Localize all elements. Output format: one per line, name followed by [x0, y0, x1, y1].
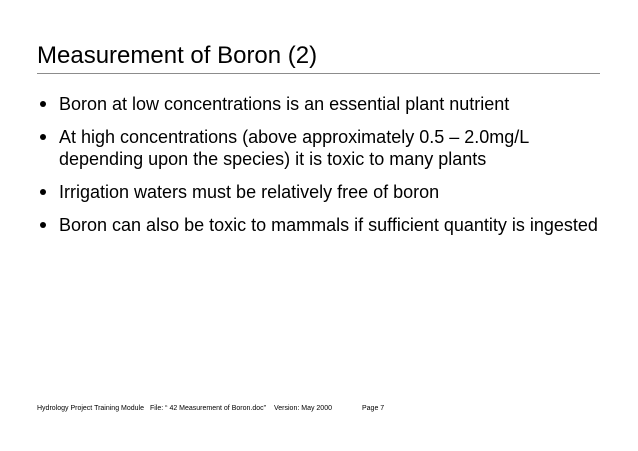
slide-title: Measurement of Boron (2): [37, 42, 318, 69]
bullet-text: Irrigation waters must be relatively free of boron: [59, 182, 440, 202]
bullet-item: [40, 214, 600, 236]
bullet-item: [40, 126, 600, 170]
footer-module-name: Hydrology Project Training Module: [37, 405, 144, 412]
bullet-text: At high concentrations (above approximately 0.5 – 2.0mg/L depending upon the species) it is toxic to many plants: [59, 127, 529, 169]
bullet-dot-icon: [40, 101, 46, 107]
bullet-dot-icon: [40, 222, 46, 228]
bullet-text: Boron at low concentrations is an essential plant nutrient: [59, 94, 510, 114]
footer-page-number: Page 7: [362, 405, 385, 412]
title-divider: [37, 73, 600, 74]
bullet-item: [40, 93, 600, 115]
bullet-dot-icon: [40, 134, 46, 140]
bullet-dot-icon: [40, 189, 46, 195]
bullet-text: Boron can also be toxic to mammals if sufficient quantity is ingested: [59, 215, 598, 235]
bullet-list: [40, 93, 600, 247]
footer-version: Version: May 2000: [274, 405, 332, 412]
bullet-item: [40, 181, 600, 203]
footer-file-name: File: “ 42 Measurement of Boron.doc”: [150, 405, 266, 412]
